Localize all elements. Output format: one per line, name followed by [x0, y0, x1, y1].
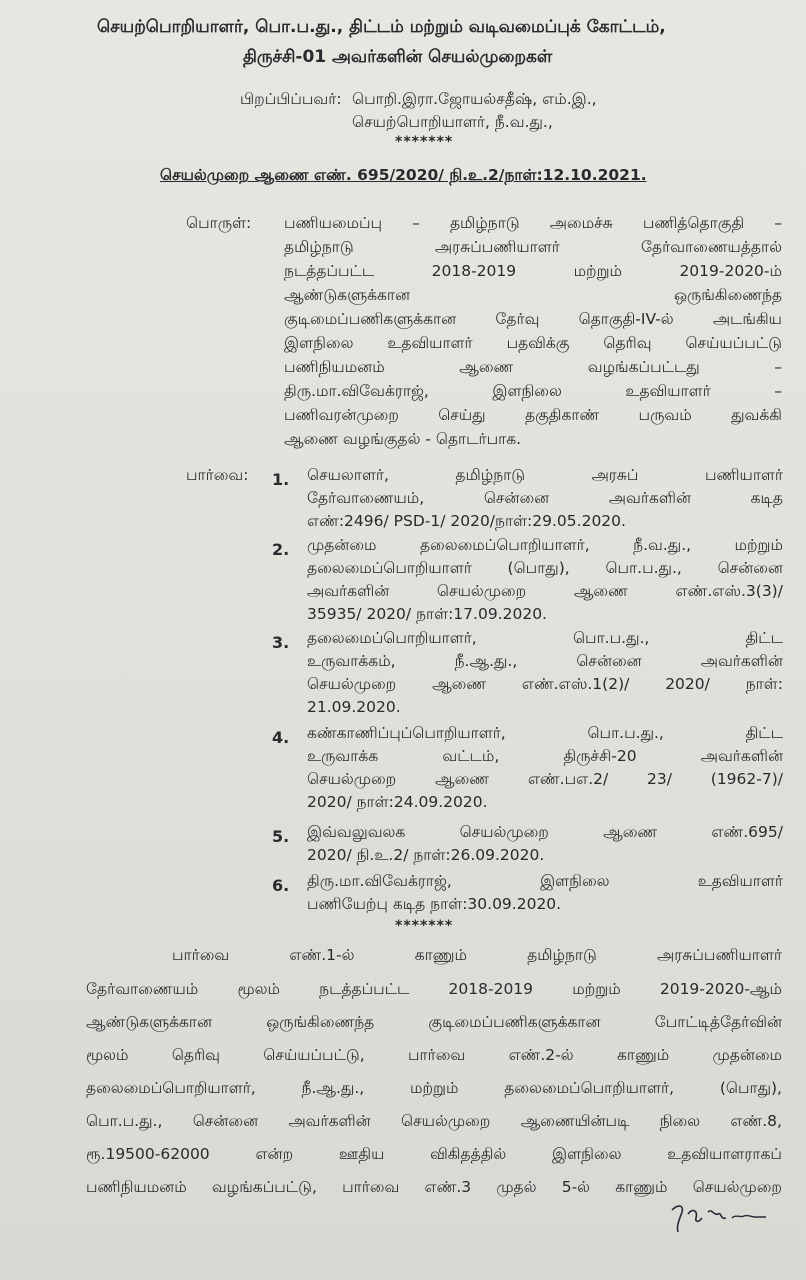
reference-number: 3. — [272, 633, 290, 652]
office-heading: செயற்பொறியாளர், பொ.ப.து., திட்டம் மற்றும் வடிவமைப்புக் கோட்டம், — [97, 17, 666, 37]
order-number-line: செயல்முறை ஆணை எண். 695/2020/ நி.உ.2/நாள்:12.10.2021. — [160, 166, 647, 184]
subject-line: இளநிலை உதவியாளர் பதவிக்கு தெரிவு செய்யப்பட்டு — [284, 334, 782, 352]
reference-line: இவ்வலுவலக செயல்முறை ஆணை எண்.695/ — [307, 823, 783, 841]
reference-line: தலைமைப்பொறியாளர் (பொது), பொ.ப.து., சென்னை — [307, 559, 783, 577]
subject-line: நடத்தப்பட்ட 2018-2019 மற்றும் 2019-2020-ம் — [284, 262, 782, 280]
body-line: ரூ.19500-62000 என்ற ஊதிய விகிதத்தில் இளநிலை உதவியாளராகப் — [86, 1145, 782, 1163]
reference-line: 35935/ 2020/ நாள்:17.09.2020. — [307, 605, 547, 623]
subject-line: தமிழ்நாடு அரசுப்பணியாளர் தேர்வாணையத்தால் — [284, 238, 782, 256]
body-line: தலைமைப்பொறியாளர், நீ.ஆ.து., மற்றும் தலைமைப்பொறியாளர், (பொது), — [86, 1079, 782, 1097]
reference-line: முதன்மை தலைமைப்பொறியாளர், நீ.வ.து., மற்றும் — [307, 536, 783, 554]
reference-number: 5. — [272, 827, 290, 846]
reference-number: 4. — [272, 728, 290, 747]
reference-line: 2020/ நாள்:24.09.2020. — [307, 793, 488, 811]
references-label: பார்வை: — [186, 466, 249, 484]
body-line: ஆண்டுகளுக்கான ஒருங்கிணைந்த குடிமைப்பணிகளுக்கான போட்டித்தேர்வின் — [86, 1013, 782, 1031]
subject-line: ஆண்டுகளுக்கான ஒருங்கிணைந்த — [284, 286, 782, 304]
reference-line: அவர்களின் செயல்முறை ஆணை எண்.எஸ்.3(3)/ — [307, 582, 783, 600]
body-line: பார்வை எண்.1-ல் காணும் தமிழ்நாடு அரசுப்பணியாளர் — [172, 946, 782, 964]
body-line: பணிநியமனம் வழங்கப்பட்டு, பார்வை எண்.3 முதல் 5-ல் காணும் செயல்முறை — [86, 1178, 782, 1196]
subject-line: பணிநியமனம் ஆணை வழங்கப்பட்டது – — [284, 358, 782, 376]
reference-line: உருவாக்கம், நீ.ஆ.து., சென்னை அவர்களின் — [307, 652, 783, 670]
subject-line: குடிமைப்பணிகளுக்கான தேர்வு தொகுதி-IV-ல் அடங்கிய — [284, 310, 782, 328]
reference-line: செயலாளர், தமிழ்நாடு அரசுப் பணியாளர் — [307, 466, 783, 484]
body-line: மூலம் தெரிவு செய்யப்பட்டு, பார்வை எண்.2-ல் காணும் முதன்மை — [86, 1046, 782, 1064]
reference-line: கண்காணிப்புப்பொறியாளர், பொ.ப.து., திட்ட — [307, 724, 783, 742]
reference-line: எண்:2496/ PSD-1/ 2020/நாள்:29.05.2020. — [307, 512, 626, 530]
reference-line: திரு.மா.விவேக்ராஜ், இளநிலை உதவியாளர் — [307, 872, 783, 890]
issuer-label: பிறப்பிப்பவர்: — [240, 90, 342, 108]
office-subheading: திருச்சி-01 அவர்களின் செயல்முறைகள் — [243, 47, 553, 67]
reference-line: தலைமைப்பொறியாளர், பொ.ப.து., திட்ட — [307, 629, 783, 647]
reference-line: செயல்முறை ஆணை எண்.எஸ்.1(2)/ 2020/ நாள்: — [307, 675, 783, 693]
reference-line: செயல்முறை ஆணை எண்.பஎ.2/ 23/ (1962-7)/ — [307, 770, 783, 788]
reference-line: தேர்வாணையம், சென்னை அவர்களின் கடித — [307, 489, 783, 507]
issuer-designation: செயற்பொறியாளர், நீ.வ.து., — [352, 113, 553, 131]
issuer-name: பொறி.இரா.ஜோயல்சதீஷ், எம்.இ., — [352, 90, 597, 108]
subject-line: திரு.மா.விவேக்ராஜ், இளநிலை உதவியாளர் – — [284, 382, 782, 400]
subject-line: ஆணை வழங்குதல் - தொடர்பாக. — [284, 430, 522, 448]
reference-number: 1. — [272, 470, 290, 489]
separator-stars-bottom: ******* — [395, 918, 454, 934]
reference-line: பணியேற்பு கடித நாள்:30.09.2020. — [307, 895, 562, 913]
body-line: தேர்வாணையம் மூலம் நடத்தப்பட்ட 2018-2019 மற்றும் 2019-2020-ஆம் — [86, 980, 782, 998]
reference-line: 21.09.2020. — [307, 698, 401, 716]
reference-line: உருவாக்க வட்டம், திருச்சி-20 அவர்களின் — [307, 747, 783, 765]
reference-number: 2. — [272, 540, 290, 559]
subject-label: பொருள்: — [186, 214, 252, 232]
body-line: பொ.ப.து., சென்னை அவர்களின் செயல்முறை ஆணையின்படி நிலை எண்.8, — [86, 1112, 782, 1130]
reference-number: 6. — [272, 876, 290, 895]
handwritten-initials — [668, 1196, 778, 1236]
subject-line: பணிவரன்முறை செய்து தகுதிகாண் பருவம் துவக்கி — [284, 406, 782, 424]
separator-stars-top: ******* — [395, 134, 454, 150]
reference-line: 2020/ நி.உ.2/ நாள்:26.09.2020. — [307, 846, 545, 864]
subject-line: பணியமைப்பு – தமிழ்நாடு அமைச்சு பணித்தொகுதி – — [284, 214, 782, 232]
